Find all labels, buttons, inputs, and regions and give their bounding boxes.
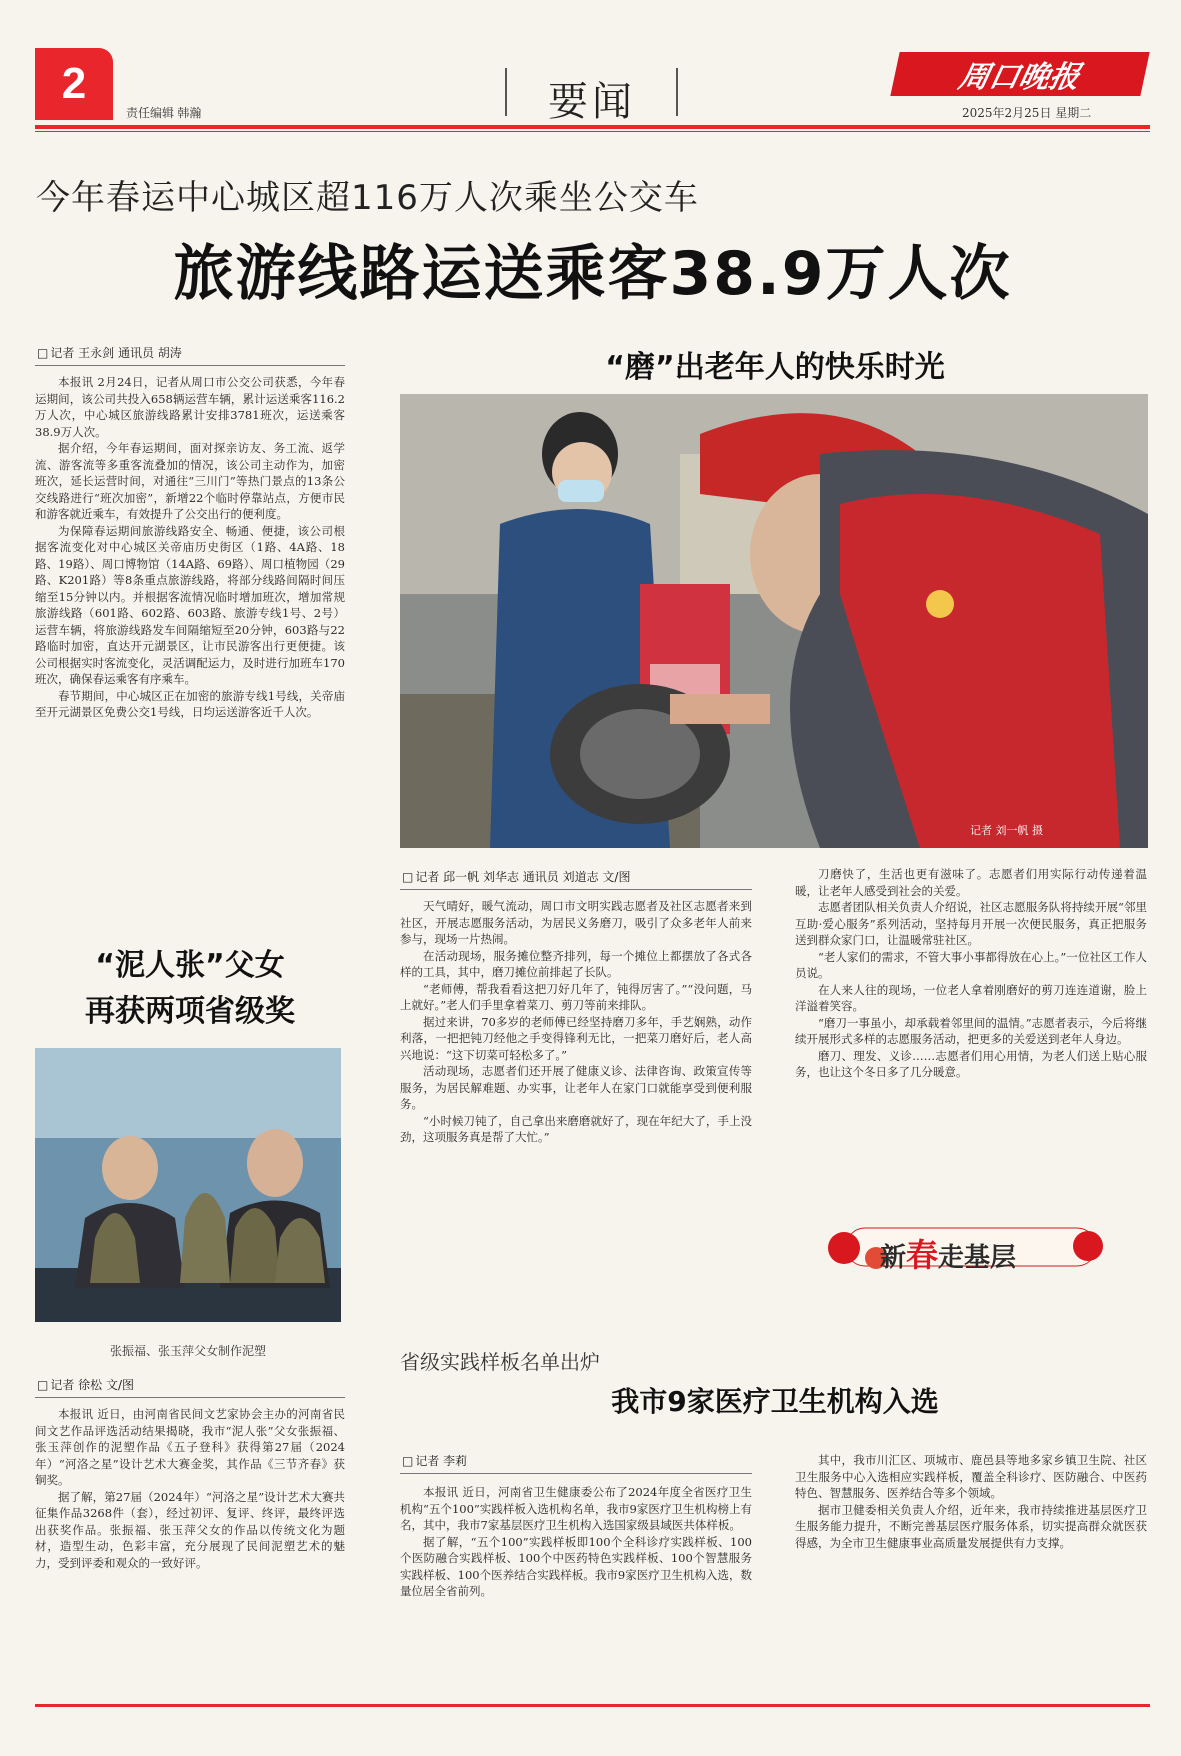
medical-kicker: 省级实践样板名单出炉 [400,1350,600,1374]
lead-paragraph: 本报讯 2月24日，记者从周口市公交公司获悉，今年春运期间，该公司共投入658辆运营车辆，累计运送乘客116.2万人次，中心城区旅游线路累计安排3781班次，运送乘客38.9万人次。 [35,375,345,439]
elder-body-col1 [400,898,752,1364]
medical-paragraph: 据市卫健委相关负责人介绍，近年来，我市持续推进基层医疗卫生服务能力提升，不断完善基层医疗服务体系，切实提高群众就医获得感，为全市卫生健康事业高质量发展提供有力支撑。 [795,1502,1147,1550]
clay-paragraph: 本报讯 近日，由河南省民间文艺家协会主办的河南省民间文艺作品评选活动结果揭晓，我市“泥人张”父女张振福、张玉萍创作的泥塑作品《五子登科》获得第27届（2024年）“河洛之星”设计艺术大赛金奖，其作品《三节齐春》获铜奖。 [35,1407,345,1487]
section-divider-left [505,68,507,116]
medical-byline: □ 记者 李莉 [400,1452,752,1474]
section-title: 要闻 [548,79,636,125]
elder-paragraph: 在活动现场，服务摊位整齐排列，每一个摊位上都摆放了各式各样的工具，其中，磨刀摊位前排起了长队。 [400,948,752,979]
medical-body-col2 [795,1452,1147,1694]
section-divider-right [676,68,678,116]
bottom-rule [35,1704,1150,1707]
elder-photo-credit: 记者 刘一帆 摄 [970,824,1043,837]
elder-body-col2 [795,866,1147,1206]
page-number: 2 [35,48,113,120]
clay-headline-line1: “泥人张”父女 [95,948,285,983]
knife-sharpening-illustration [400,394,1148,848]
banner-highlight: 春 [906,1236,939,1274]
elder-paragraph: 活动现场，志愿者们还开展了健康义诊、法律咨询、政策宣传等服务，为居民解难题、办实事，让老年人在家门口就能享受到便利服务。 [400,1064,752,1111]
lead-paragraph: 为保障春运期间旅游线路安全、畅通、便捷，该公司根据客流变化对中心城区关帝庙历史街区（1路、4A路、18路、19路）、周口博物馆（14A路、69路）、周口植物园（29路、K201路）等8条重点旅游线路，将部分线路间隔时间压缩至15分钟以内。并根据客流情况临时增加班次，增加常规旅游线路（601路、602路、603路、旅游专线1号、2号）运营车辆，将旅游线路发车间隔缩短至20分钟，603路与22路临时加密，直达开元湖景区，让市民游客出行更便捷。该公司根据实时客流变化，灵活调配运力，及时进行加班车170班次，确保春运乘客有序乘车。 [35,523,345,686]
clay-headline-line2: 再获两项省级奖 [85,994,295,1029]
editor-credit: 责任编辑 韩瀚 [126,106,202,120]
lead-byline: □ 记者 王永剑 通讯员 胡涛 [35,344,345,366]
elder-paragraph: 磨刀、理发、义诊……志愿者们用心用情，为老人们送上贴心服务，也让这个冬日多了几分暖意。 [795,1048,1147,1079]
knife-sharpening-photo [400,394,1148,848]
top-rule-thin [35,131,1150,132]
issue-date: 2025年2月25日 星期二 [962,106,1092,120]
banner-suffix: 走基层 [938,1243,1017,1273]
medical-body-col1 [400,1484,752,1694]
elder-paragraph: 在人来人往的现场，一位老人拿着刚磨好的剪刀连连道谢，脸上洋溢着笑容。 [795,982,1147,1013]
banner-prefix: 新 [880,1243,907,1273]
lead-headline: 旅游线路运送乘客38.9万人次 [173,239,1012,309]
clay-artists-photo [35,1048,341,1322]
elder-headline: “磨”出老年人的快乐时光 [605,350,945,385]
lead-paragraph: 据介绍，今年春运期间，面对探亲访友、务工流、返学流、游客流等多重客流叠加的情况，该公司主动作为，加密班次，延长运营时间，对通往“三川门”等热门景点的13条公交线路进行“班次加密”，新增22个临时停靠站点，方便市民和游客就近乘车，有效提升了公交出行的便利度。 [35,441,345,521]
clay-body [35,1406,345,1696]
elder-paragraph: “磨刀一事虽小，却承载着邻里间的温情。”志愿者表示，今后将继续开展形式多样的志愿服务活动，把更多的关爱送到老年人身边。 [795,1015,1147,1046]
medical-headline: 我市9家医疗卫生机构入选 [611,1385,939,1418]
clay-artists-illustration [35,1048,341,1322]
clay-paragraph: 据了解，第27届（2024年）“河洛之星”设计艺术大赛共征集作品3268件（套），经过初评、复评、终评，最终评选出获奖作品。张振福、张玉萍父女的作品以传统文化为题材，造型生动，色彩丰富，充分展现了民间泥塑艺术的魅力，受到评委和观众的一致好评。 [35,1489,345,1570]
clay-photo-caption: 张振福、张玉萍父女制作泥塑 [109,1344,266,1358]
elder-paragraph: 据过来讲，70多岁的老师傅已经坚持磨刀多年，手艺娴熟，动作利落，一把把钝刀经他之手变得锋利无比，一把菜刀磨好后，老人高兴地说：“这下切菜可轻松多了。” [400,1014,752,1062]
elder-paragraph: 刀磨快了，生活也更有滋味了。志愿者们用实际行动传递着温暖，让老年人感受到社会的关爱。 [795,867,1147,898]
lead-body [35,374,345,894]
medical-paragraph: 其中，我市川汇区、项城市、鹿邑县等地多家乡镇卫生院、社区卫生服务中心入选相应实践样板，覆盖全科诊疗、医防融合、中医药特色、智慧服务、医养结合等多个领域。 [795,1453,1147,1500]
medical-paragraph: 据了解，“五个100”实践样板即100个全科诊疗实践样板、100个医防融合实践样板、100个中医药特色实践样板、100个智慧服务实践样板、100个医养结合实践样板。我市9家医疗卫生机构入选，数量位居全省前列。 [400,1534,752,1598]
newspaper-logo: 周口晚报 [890,52,1149,96]
elder-paragraph: “老师傅，帮我看看这把刀好几年了，钝得厉害了。”“没问题，马上就好。”老人们手里拿着菜刀、剪刀等前来排队。 [400,981,752,1012]
clay-byline: □ 记者 徐松 文/图 [35,1376,345,1398]
lead-kicker: 今年春运中心城区超116万人次乘坐公交车 [36,178,699,218]
top-rule [35,125,1150,129]
lead-paragraph: 春节期间，中心城区正在加密的旅游专线1号线，关帝庙至开元湖景区免费公交1号线，日均运送游客近千人次。 [35,688,345,719]
elder-paragraph: 志愿者团队相关负责人介绍说，社区志愿服务队将持续开展“邻里互助·爱心服务”系列活动，坚持每月开展一次便民服务，真正把服务送到群众家门口，让温暖常驻社区。 [795,900,1147,947]
elder-byline: □ 记者 邱一帆 刘华志 通讯员 刘道志 文/图 [400,868,752,890]
new-spring-banner-text [880,1230,1016,1276]
elder-paragraph: “小时候刀钝了，自己拿出来磨磨就好了，现在年纪大了，手上没劲，这项服务真是帮了大忙。” [400,1113,752,1144]
medical-paragraph: 本报讯 近日，河南省卫生健康委公布了2024年度全省医疗卫生机构“五个100”实践样板入选机构名单，我市9家医疗卫生机构榜上有名，其中，我市7家基层医疗卫生机构入选国家级县域医共体样板。 [400,1485,752,1532]
elder-paragraph: “老人家们的需求，不管大事小事都得放在心上。”一位社区工作人员说。 [795,949,1147,980]
elder-paragraph: 天气晴好，暖气流动，周口市文明实践志愿者及社区志愿者来到社区，开展志愿服务活动，为居民义务磨刀，吸引了众多老年人前来参与，现场一片热闹。 [400,899,752,946]
